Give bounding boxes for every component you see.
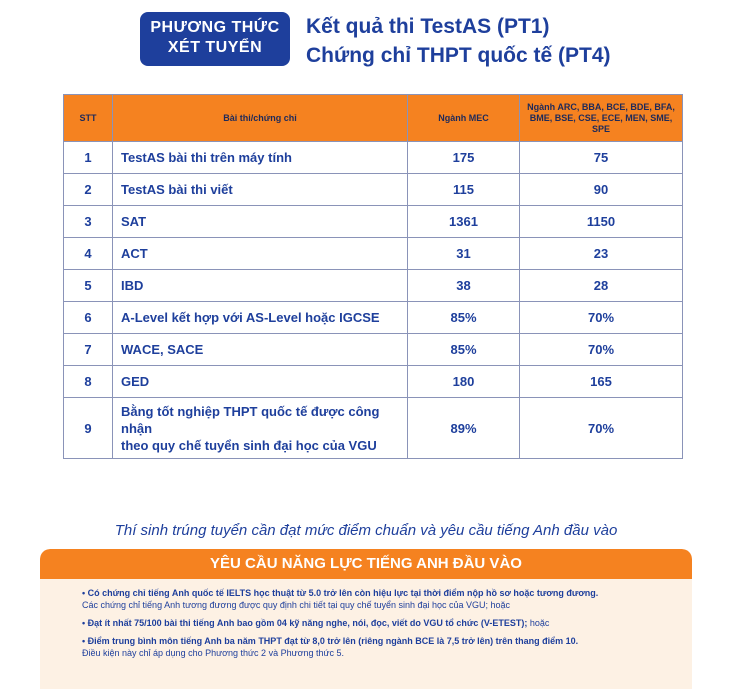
requirement-item-1-main: • Có chứng chỉ tiếng Anh quốc tế IELTS học thuật từ 5.0 trở lên còn hiệu lực tại thời điểm nộp hồ sơ hoặc tương đương. bbox=[82, 588, 599, 598]
row-mec: 85% bbox=[408, 334, 520, 366]
row-stt: 3 bbox=[64, 206, 113, 238]
row-arc: 75 bbox=[520, 142, 683, 174]
requirement-item-2-tail: hoặc bbox=[527, 618, 550, 628]
row-arc: 28 bbox=[520, 270, 683, 302]
badge-line-1: PHƯƠNG THỨC bbox=[150, 19, 280, 36]
row-exam-line-2: theo quy chế tuyển sinh đại học của VGU bbox=[121, 437, 377, 453]
admission-note: Thí sinh trúng tuyển cần đạt mức điểm chuẩn và yêu cầu tiếng Anh đầu vào bbox=[114, 522, 618, 539]
row-arc: 70% bbox=[520, 398, 683, 459]
row-exam: A-Level kết hợp với AS-Level hoặc IGCSE bbox=[113, 302, 408, 334]
requirement-item bbox=[82, 617, 692, 629]
row-arc: 70% bbox=[520, 302, 683, 334]
requirement-item-1-detail: Các chứng chỉ tiếng Anh tương đương được quy định chi tiết tại quy chế tuyển sinh đại học của VGU; hoặc bbox=[82, 600, 511, 610]
table-header-row bbox=[64, 95, 683, 142]
row-stt: 1 bbox=[64, 142, 113, 174]
header-exam: Bài thi/chứng chỉ bbox=[113, 95, 408, 142]
row-mec: 38 bbox=[408, 270, 520, 302]
header-arc: Ngành ARC, BBA, BCE, BDE, BFA, BME, BSE, CSE, ECE, MEN, SME, SPE bbox=[520, 95, 683, 142]
table-row bbox=[64, 142, 683, 174]
row-exam: TestAS bài thi trên máy tính bbox=[113, 142, 408, 174]
row-mec: 89% bbox=[408, 398, 520, 459]
table-row bbox=[64, 270, 683, 302]
row-exam: GED bbox=[113, 366, 408, 398]
table-row bbox=[64, 302, 683, 334]
row-exam: WACE, SACE bbox=[113, 334, 408, 366]
table-row bbox=[64, 174, 683, 206]
title-line-1: Kết quả thi TestAS (PT1) bbox=[306, 15, 550, 38]
row-arc: 70% bbox=[520, 334, 683, 366]
row-arc: 165 bbox=[520, 366, 683, 398]
requirement-item bbox=[82, 587, 692, 611]
title-line-2: Chứng chỉ THPT quốc tế (PT4) bbox=[306, 44, 611, 67]
requirement-item-3-detail: Điều kiện này chỉ áp dụng cho Phương thức 2 và Phương thức 5. bbox=[82, 648, 345, 658]
table-row bbox=[64, 238, 683, 270]
row-stt: 8 bbox=[64, 366, 113, 398]
row-arc: 23 bbox=[520, 238, 683, 270]
row-exam-line-1: Bằng tốt nghiệp THPT quốc tế được công nhận bbox=[121, 403, 380, 436]
table-row bbox=[64, 366, 683, 398]
table-row bbox=[64, 206, 683, 238]
row-mec: 85% bbox=[408, 302, 520, 334]
row-mec: 1361 bbox=[408, 206, 520, 238]
requirement-item-2-main: • Đạt ít nhất 75/100 bài thi tiếng Anh bao gồm 04 kỹ năng nghe, nói, đọc, viết do VGU tổ chức (V-ETEST); bbox=[82, 618, 528, 628]
english-requirements-panel bbox=[40, 549, 692, 689]
row-mec: 180 bbox=[408, 366, 520, 398]
row-stt: 7 bbox=[64, 334, 113, 366]
requirements-list bbox=[40, 579, 692, 659]
row-mec: 31 bbox=[408, 238, 520, 270]
row-exam: IBD bbox=[113, 270, 408, 302]
admission-method-badge bbox=[140, 12, 290, 66]
row-arc: 1150 bbox=[520, 206, 683, 238]
requirement-item bbox=[82, 635, 692, 659]
row-stt: 9 bbox=[64, 398, 113, 459]
row-stt: 4 bbox=[64, 238, 113, 270]
header-stt: STT bbox=[64, 95, 113, 142]
row-exam: SAT bbox=[113, 206, 408, 238]
requirement-item-3-main: • Điểm trung bình môn tiếng Anh ba năm THPT đạt từ 8,0 trở lên (riêng ngành BCE là 7,5 trở lên) trên thang điểm 10. bbox=[82, 636, 579, 646]
header-mec: Ngành MEC bbox=[408, 95, 520, 142]
requirements-heading: YÊU CẦU NĂNG LỰC TIẾNG ANH ĐẦU VÀO bbox=[40, 549, 692, 579]
row-stt: 2 bbox=[64, 174, 113, 206]
row-exam: ACT bbox=[113, 238, 408, 270]
row-stt: 6 bbox=[64, 302, 113, 334]
row-mec: 115 bbox=[408, 174, 520, 206]
row-exam: TestAS bài thi viết bbox=[113, 174, 408, 206]
row-stt: 5 bbox=[64, 270, 113, 302]
row-arc: 90 bbox=[520, 174, 683, 206]
page-title bbox=[306, 12, 611, 70]
score-table bbox=[63, 94, 683, 459]
table-row bbox=[64, 398, 683, 459]
row-exam bbox=[113, 398, 408, 459]
row-mec: 175 bbox=[408, 142, 520, 174]
badge-line-2: XÉT TUYỂN bbox=[167, 39, 263, 56]
table-row bbox=[64, 334, 683, 366]
